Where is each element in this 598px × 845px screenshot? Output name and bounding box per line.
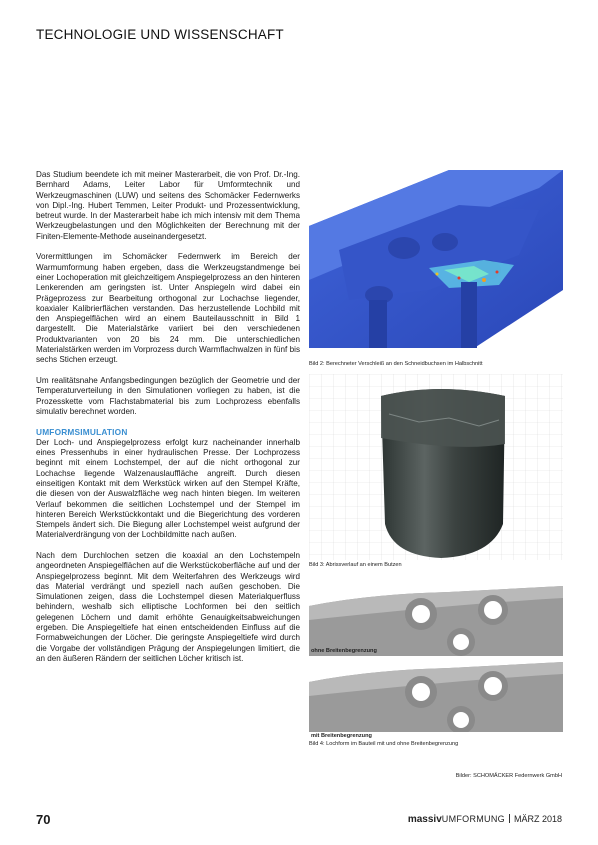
figure-2-simulation: [309, 170, 563, 358]
figure-4-panel-b: [309, 660, 563, 732]
figure-3-caption: Bild 3: Abrissverlauf an einem Butzen: [309, 562, 402, 568]
paragraph-5: Nach dem Durchlochen setzen die koaxial an den Lochstempeln angeordneten Anspiegelflächen auf die Werkstückoberfläche auf und der Anspiegelprozess beginnt. Mit dem Weiterfahren des Werkzeugs wird das Material verdrängt und speziell nach außen geschoben. Die Simulationen zeigen, dass die Lochstempel diesen Materialquerfluss behindern, weshalb sich elliptische Lochformen bei den seitlich gelegenen Löchern und damit erhöhte Genauigkeitsabweichungen ergeben. Die Anspiegeltiefe hat einen entscheidenden Einfluss auf die Formabweichungen der Löcher. Die geringste Anspiegeltiefe wird durch die Vorgabe der vollständigen Prägung der Anspiegelungen limitiert, die an den äußeren Rändern der seitlichen Löcher kritisch ist.: [36, 550, 300, 663]
footer-brand: [408, 814, 562, 825]
brand-umformung: UMFORMUNG: [441, 814, 505, 824]
hole-render-with-limit: [309, 660, 563, 732]
paragraph-1: Das Studium beendete ich mit meiner Masterarbeit, die von Prof. Dr.-Ing. Bernhard Adams, Leiter Labor für Umformtechnik und Werkzeugmaschinen (LUW) und seitens des Schomäcker Federnwerks von Dipl.-Ing. Hubert Temmen, Leiter Produkt- und Prozessentwicklung, betreut wurde. In der Masterarbeit habe ich mich intensiv mit dem Thema Werkzeugbelastungen und den Möglichkeiten der Berechnung mit der Finiten-Elemente-Methode auseinandergesetzt.: [36, 170, 300, 241]
figure-4-label-without: ohne Breitenbegrenzung: [311, 648, 377, 654]
subheading: UMFORMSIMULATION: [36, 427, 128, 438]
figure-4-label-with: mit Breitenbegrenzung: [311, 733, 372, 739]
footer-divider: [509, 814, 510, 823]
section-title: TECHNOLOGIE UND WISSENSCHAFT: [36, 27, 284, 42]
slug-photo-image: [309, 374, 563, 560]
image-credit: Bilder: SCHOMÄCKER Federnwerk GmbH: [455, 773, 562, 779]
figure-4-panel-a: [309, 586, 563, 656]
paragraph-3: Um realitätsnahe Anfangsbedingungen bezüglich der Geometrie und der Temperaturverteilung in den Simulationen vorliegen zu haben, ist die Prozesskette vom Flachstabmaterial bis zum Lochprozess ebenfalls simulativ berechnet worden.: [36, 375, 300, 416]
paragraph-2: Vorermittlungen im Schomäcker Federnwerk im Bereich der Warmumformung haben ergeben, dass die Werkzeugstandmenge bei einer Lochoperation mit gleichzeitigem Anspiegelprozess an den hinteren Lenkerenden am geringsten ist. Unter Anspiegeln wird dabei ein Prägeprozess zur Bearbeitung orthogonal zur Lochachse liegender, koaxialer Kalibrierflächen verstanden. Das herzustellende Lochbild mit den Anspiegelflächen wird an einem Bauteilausschnitt in Bild 1 dargestellt. Die Materialstärke variiert bei den verschiedenen Produktvarianten von 20 bis 24 mm. Die unterschiedlichen Materialstärken werden im Vorprozess durch Warmflachwalzen in fünf bis sechs Stichen erzeugt.: [36, 252, 300, 365]
brand-massiv: massiv: [407, 814, 442, 825]
simulation-render-image: [309, 170, 563, 358]
body-text-column: [36, 170, 300, 675]
paragraph-4: Der Loch- und Anspiegelprozess erfolgt kurz nacheinander innerhalb eines Pressenhubs in einer hydraulischen Presse. Der Lochprozess beginnt mit einem Lochstempel, der auf die nicht orthogonal zur Lochachse liegende Walzenauslauffläche angreift. Durch diesen einseitigen Kontakt mit dem Werkstück wirken auf den Stempel Kräfte, die diesen von der Auswalzfläche weg nach hinten biegen. Im weiteren Verlauf bekommen die seitlichen Lochstempel und der Stempel im hinteren Bereich Werkstückkontakt und die Biegerichtung des vorderen Stempels ändert sich. Die Biegung aller Lochstempel weist aufgrund der Materialverdrängung von der Lochbildmitte nach außen.: [36, 437, 300, 540]
figure-3-slug-photo: [309, 374, 563, 560]
figure-2-caption: Bild 2: Berechneter Verschleiß an den Schneidbuchsen im Halbschnitt: [309, 361, 483, 367]
issue-date: MÄRZ 2018: [513, 814, 562, 824]
hole-render-without-limit: [309, 586, 563, 656]
figure-4-caption: Bild 4: Lochform im Bauteil mit und ohne Breitenbegrenzung: [309, 741, 459, 747]
page-number: 70: [36, 812, 51, 827]
